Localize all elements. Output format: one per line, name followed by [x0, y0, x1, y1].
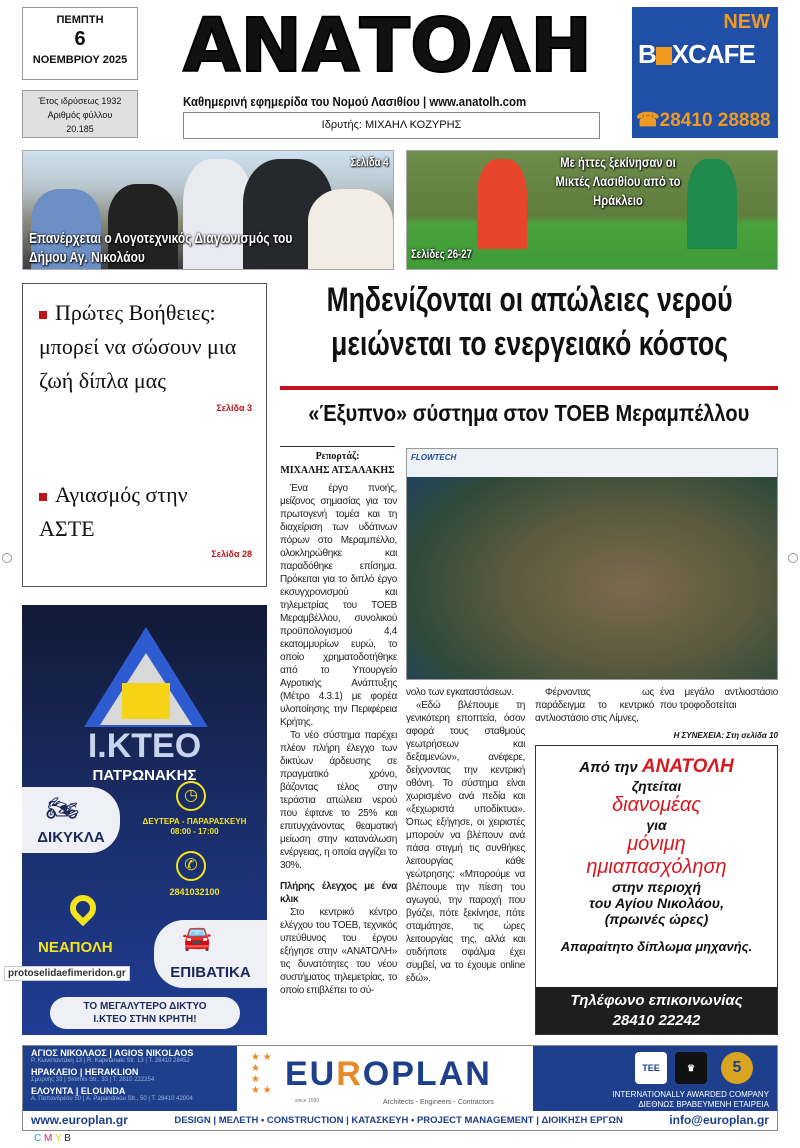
office-address: Α. Παπανδρέου 50 | A. Papandreou Str., 50 | T. 28410 42004: [31, 1096, 193, 1102]
slogan-pill: [50, 997, 240, 1029]
sub-headline: «Έξυπνο» σύστημα στον ΤΟΕΒ Μεραμπέλλου: [308, 400, 750, 426]
byline: [280, 446, 395, 478]
offices: [31, 1048, 233, 1105]
paragraph: «Εδώ βλέπουμε τη γενικότερη εποπτεία, όσον αφορά τους σταθμούς γεωτρήσεων και δεξαμενών», ανέφερε, δείχνοντας την κεντρική οθόνη. Το σύστημα είναι χωρισμένο ανά πεδία και «ξεχωριστά υποδίκτυα». Όπως εξήγησε, οι χειριστές μπορούν να βλέπουν ανά πάσα στιγμή τις συνθήκες λειτουργίας κάθε γεώτρησης: «Μπορούμε να βλέπουμε την πίεση του αγωγού, την παροχή που βγάζει, πότε ξεκίνησε, πότε σταμάτησε, τις ώρες λειτουργίας της, αλλά και οτιδήποτε σφάλμα έχει συμβεί, να το έχουμε online εδώ».: [406, 700, 525, 984]
ad-line: ζητείται: [631, 778, 682, 794]
player-figure: [477, 159, 527, 249]
paragraph: ένα μεγάλο αντλιοστάσιο που τροφοδοτείται: [660, 687, 778, 711]
bullet-icon: [39, 311, 47, 319]
person-figure: [308, 189, 393, 269]
issue-label: Αριθμός φύλλου: [47, 110, 113, 120]
ad-brand: ΑΝΑΤΟΛΗ: [641, 756, 734, 777]
article-column-3: [535, 686, 654, 725]
ad-line: (πρωινές ώρες): [604, 911, 709, 927]
mark-y: Y: [54, 1133, 62, 1144]
stars-icon: ★ ★ ★ ★ ★ ★: [251, 1052, 272, 1096]
founded-year: Έτος ιδρύσεως 1932: [38, 96, 122, 106]
office-name: ΗΡΑΚΛΕΙΟ | HERAKLION: [31, 1067, 139, 1077]
days: ΔΕΥΤΕΡΑ - ΠΑΡΑΡΑΣΚΕΥΗ: [142, 817, 247, 826]
award-gr: ΔΙΕΘΝΩΣ ΒΡΑΒΕΥΜΕΝΗ ΕΤΑΙΡΕΙΑ: [638, 1100, 769, 1109]
date-box: [22, 7, 138, 80]
ad-line: στην περιοχή: [611, 879, 702, 895]
story-photo-literary-contest[interactable]: [22, 150, 394, 270]
motorcycles-label: ΔΙΚΥΚΛΑ: [37, 829, 105, 846]
ad-phone: [636, 109, 771, 132]
logo-part: R: [336, 1055, 363, 1093]
article-column-1: [280, 482, 397, 997]
ad-text: Από την: [579, 759, 638, 776]
paragraph: Ένα έργο πνοής, μείζονος σημασίας για τον πρωτογενή τομέα και τη διαχείριση των υδάτινων πόρων στο Μεραμπέλλο, ολοκληρώθηκε και παραδόθηκε επίσημα. Πρόκειται για το διπλό έργο εκσυγχρονισμού και τηλεμετρίας του ΤΟΕΒ Μεραμβέλλου, συνολικού προϋπολογισμού 4,4 εκατομμυρίων ευρώ, το οποίο χρηματοδοτήθηκε από το Υπουργείο Αγροτικής Ανάπτυξης (Μέτρο 4.3.1) με φορέα υλοποίησης την Περιφέρεια Κρήτης.: [280, 483, 397, 728]
ad-role: διανομέας: [612, 794, 701, 816]
award-en: INTERNATIONALLY AWARDED COMPANY: [612, 1090, 769, 1099]
article-subheading: Πλήρης έλεγχος με ένα κλικ: [280, 881, 397, 905]
ikteo-location: ΝΕΑΠΟΛΗ: [38, 939, 113, 956]
tagline: Καθημερινή εφημερίδα του Νομού Λασιθίου | www.anatolh.com: [183, 94, 527, 109]
car-icon: 🚘: [182, 925, 212, 952]
mark-b: B: [64, 1133, 71, 1144]
ad-type: ημιαπασχόληση: [586, 856, 727, 878]
ad-type: μόνιμη: [627, 833, 686, 855]
teaser-title: Πρώτες Βοήθειες: μπορεί να σώσουν μια ζωή δίπλα μας: [39, 300, 237, 393]
weekday: ΠΕΜΠΤΗ: [56, 14, 104, 26]
website-link[interactable]: www.europlan.gr: [31, 1113, 128, 1127]
teaser-page: Σελίδα 28: [211, 549, 252, 559]
services-list: DESIGN | ΜΕΛΕΤΗ • CONSTRUCTION | ΚΑΤΑΣΚΕΥΗ • PROJECT MANAGEMENT | ΔΙΟΙΚΗΣΗ ΕΡΓΩΝ: [174, 1115, 623, 1126]
motorcycle-icon: 🏍: [46, 793, 80, 823]
office-name: ΕΛΟΥΝΤΑ | ELOUNDA: [31, 1086, 126, 1096]
hours: 08:00 - 17:00: [170, 827, 219, 836]
paragraph: Φέρνοντας ως παράδειγμα το κεντρικό αντλιοστάσιο στις Λίμνες,: [535, 687, 654, 724]
month-year: ΝΟΕΜΒΡΙΟΥ 2025: [32, 54, 128, 66]
contact-phone: 28410 22242: [612, 1012, 701, 1029]
mark-m: M: [44, 1133, 53, 1144]
issue-info-box: [22, 90, 138, 138]
story-page: Σελίδα 4: [350, 155, 389, 169]
founder-box: Ιδρυτής: ΜΙΧΑΗΛ ΚΟΖΥΡΗΣ: [183, 112, 600, 139]
date-number: 6: [74, 28, 86, 50]
teaser-blessing[interactable]: [39, 478, 189, 546]
ad-brand: [638, 39, 755, 70]
tee-badge: ΤΕΕ: [635, 1052, 667, 1084]
europlan-logo: [285, 1054, 492, 1094]
office-address: Ρ. Κωνσταντάκη 13 | R. Kapetanaki Str. 13 | T. 28410 28452: [31, 1058, 190, 1064]
boxcafe-ad[interactable]: [632, 7, 778, 138]
ikteo-name: ΠΑΤΡΩΝΑΚΗΣ: [92, 767, 197, 784]
software-toolbar: [407, 449, 777, 477]
logo-part: OPLAN: [362, 1055, 492, 1093]
brand-rest: XCAFE: [671, 39, 755, 69]
teaser-page: Σελίδα 3: [216, 403, 252, 413]
car-inspection-icon: [122, 683, 170, 719]
ikteo-phone: 2841032100: [169, 887, 220, 897]
teaser-first-aid[interactable]: [39, 296, 252, 398]
office-name: ΑΓΙΟΣ ΝΙΚΟΛΑΟΣ | AGIOS NIKOLAOS: [31, 1048, 194, 1058]
ad-new-label: NEW: [723, 11, 770, 33]
byline-name: ΜΙΧΑΛΗΣ ΑΤΣΑΛΑΚΗΣ: [280, 465, 395, 476]
byline-label: Ρεπορτάζ:: [315, 451, 360, 462]
paragraph: Στο κεντρικό κέντρο ελέγχου του ΤΟΕΒ, τεχνικός υπεύθυνος του έργου εξήγησε στην «ΑΝΑΤΟΛΗ» τις δυνατότητες του νέου συστήματος τηλεμετρίας, το οποίο επιβλέπει το σύ-: [280, 907, 397, 996]
phone-icon: ✆: [176, 851, 206, 881]
story-caption: Με ήττες ξεκίνησαν οι Μικτές Λασιθίου από το Ηράκλειο: [555, 154, 681, 208]
anniversary-badge: 5: [721, 1052, 753, 1084]
divider: [280, 386, 778, 390]
phone-number: 28410 28888: [659, 110, 771, 131]
ikteo-hours: [122, 817, 267, 837]
ad-line: του Αγίου Νικολάου,: [589, 895, 724, 911]
logo-part: EU: [285, 1055, 337, 1093]
office-address: Σμύρνης 33 | Smirnis Str., 33 | T. 2810 222254: [31, 1077, 155, 1083]
story-caption: Επανέρχεται ο Λογοτεχνικός Διαγωνισμός του Δήμου Αγ. Νικολάου: [29, 230, 293, 266]
mark-c: C: [34, 1133, 42, 1144]
main-headline: Μηδενίζονται οι απώλειες νερού μειώνεται το ενεργειακό κόστος: [326, 281, 733, 363]
article-image-satellite-control[interactable]: [406, 448, 778, 680]
brand-b: B: [638, 39, 656, 69]
speech-bubble-icon: [656, 47, 672, 65]
services-strip: [23, 1111, 777, 1130]
paragraph: νολο των εγκαταστάσεων.: [406, 687, 514, 698]
ad-line: [536, 756, 777, 778]
continued-link[interactable]: Η ΣΥΝΕΧΕΙΑ: Στη σελίδα 10: [673, 731, 778, 740]
award-badge-icon: ♛: [675, 1052, 707, 1084]
email-link[interactable]: info@europlan.gr: [669, 1113, 769, 1127]
ad-line: για: [646, 817, 667, 833]
job-ad: [535, 745, 778, 1035]
registration-mark: [788, 553, 798, 563]
player-figure: [687, 159, 737, 249]
bullet-icon: [39, 493, 47, 501]
story-photo-football[interactable]: [406, 150, 778, 270]
slogan-line: ΤΟ ΜΕΓΑΛΥΤΕΡΟ ΔΙΚΤΥΟ: [83, 1001, 207, 1012]
watermark: protoselidaefimeridon.gr: [4, 966, 130, 981]
issue-number: 20.185: [66, 124, 94, 134]
ikteo-brand: Ι.ΚΤΕΟ: [87, 727, 202, 765]
flowtech-logo: FLOWTECH: [411, 453, 457, 462]
europlan-tagline: Architects - Engineers - Contractors: [383, 1099, 494, 1106]
article-column-2: [406, 686, 525, 985]
since-label: since 1990: [295, 1098, 320, 1104]
teasers-box: [22, 283, 267, 587]
cars-label: ΕΠΙΒΑΤΙΚΑ: [170, 964, 251, 981]
contact-label: Τηλέφωνο επικοινωνίας: [570, 992, 743, 1009]
paragraph: Το νέο σύστημα παρέχει πλέον πλήρη έλεγχο των δικτύων άρδευσης σε πραγματικό χρόνο, βάζοντας τέλος στην τεράστια απώλεια νερού που έφτανε το 25% και επιτυγχάνοντας θεαματική μείωση στην κατανάλωση ενέργειας, η οποία αγγίζει το 30%.: [280, 730, 397, 871]
print-color-marks: [34, 1133, 71, 1144]
slogan-line: Ι.ΚΤΕΟ ΣΤΗΝ ΚΡΗΤΗ!: [93, 1014, 197, 1025]
teaser-title: Αγιασμός στην ΑΣΤΕ: [39, 482, 188, 541]
clock-icon: ◷: [176, 781, 206, 811]
location-pin-icon: [65, 890, 102, 927]
phone-icon: ☎: [636, 110, 660, 131]
newspaper-title: ΑΝΑΤΟΛΗ: [183, 3, 593, 89]
ad-requirement: Απαραίτητο δίπλωμα μηχανής.: [560, 939, 753, 954]
europlan-ad[interactable]: [22, 1045, 778, 1131]
awards-text: [612, 1090, 769, 1110]
registration-mark: [2, 553, 12, 563]
story-page: Σελίδες 26-27: [411, 247, 472, 261]
article-column-4: [660, 686, 778, 712]
ad-contact: [536, 987, 777, 1034]
